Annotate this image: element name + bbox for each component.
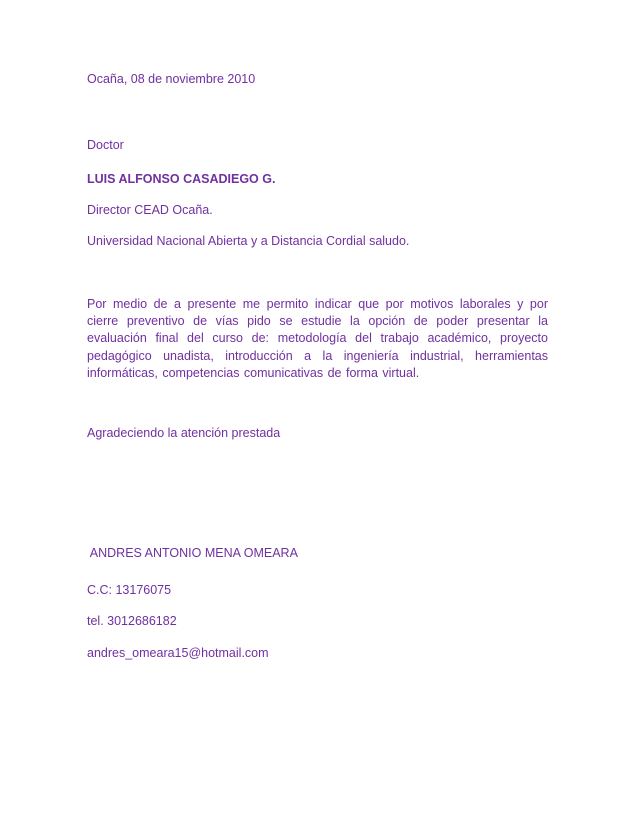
sender-phone: tel. 3012686182 xyxy=(87,614,177,628)
letter-body: Por medio de a presente me permito indicar que por motivos laborales y por cierre preventivo de vías pido se estudie la opción de poder presentar la evaluación final del curso de: metodología del trabajo académico, proyecto pedagógico unadista, introducción a la ingeniería industrial, herramientas informáticas, competencias comunicativas de forma virtual. xyxy=(87,297,548,380)
recipient-institution: Universidad Nacional Abierta y a Distancia Cordial saludo. xyxy=(87,234,410,248)
recipient-name: LUIS ALFONSO CASADIEGO G. xyxy=(87,172,276,186)
sender-name: ANDRES ANTONIO MENA OMEARA xyxy=(87,546,298,560)
sender-id: C.C: 13176075 xyxy=(87,583,172,597)
salutation-title: Doctor xyxy=(87,138,124,152)
closing-line: Agradeciendo la atención prestada xyxy=(87,426,281,440)
date-line: Ocaña, 08 de noviembre 2010 xyxy=(87,72,256,86)
recipient-role: Director CEAD Ocaña. xyxy=(87,203,213,217)
sender-email: andres_omeara15@hotmail.com xyxy=(87,646,269,660)
